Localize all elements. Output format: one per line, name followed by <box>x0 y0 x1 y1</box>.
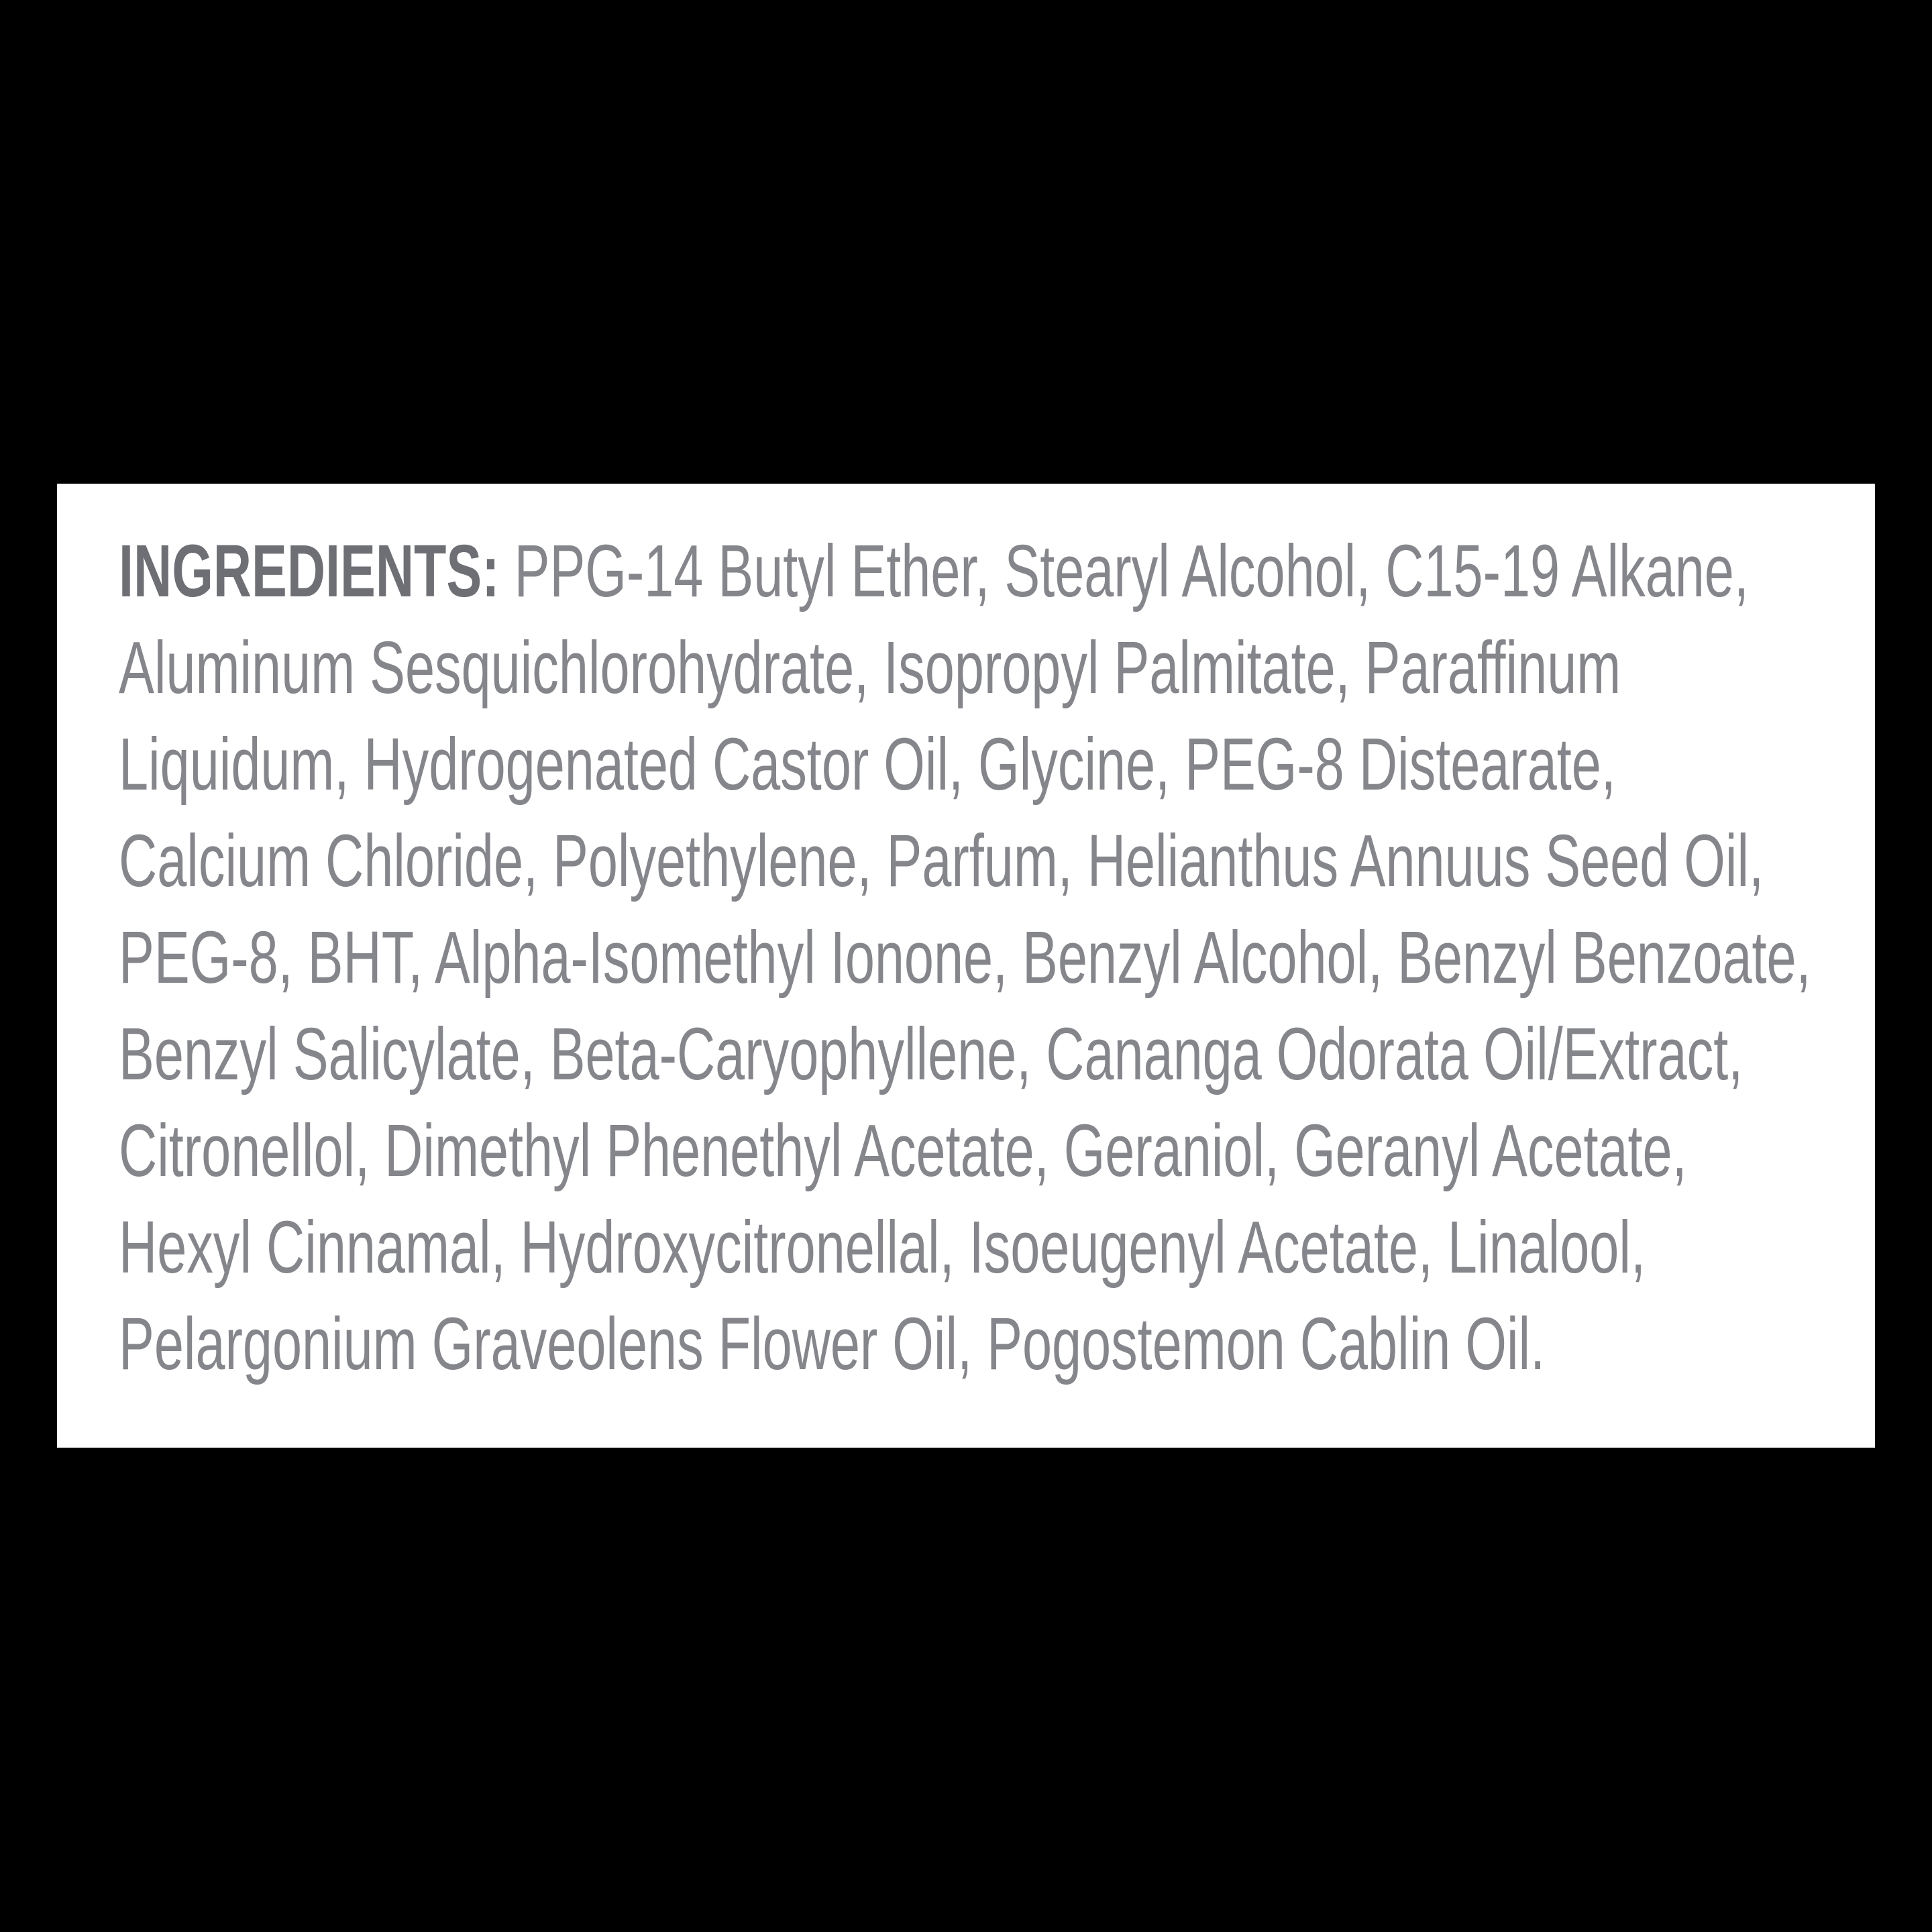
ingredients-line-4: Calcium Chloride, Polyethylene, Parfum, Helianthus Annuus Seed Oil, <box>119 820 1764 902</box>
ingredients-panel <box>57 484 1875 1448</box>
ingredients-line-7: Citronellol, Dimethyl Phenethyl Acetate, Geraniol, Geranyl Acetate, <box>119 1110 1687 1192</box>
ingredients-line-9: Pelargonium Graveolens Flower Oil, Pogostemon Cablin Oil. <box>119 1303 1546 1385</box>
ingredients-heading: INGREDIENTS: <box>119 530 500 612</box>
ingredients-line-6: Benzyl Salicylate, Beta-Caryophyllene, Cananga Odorata Oil/Extract, <box>119 1013 1743 1095</box>
ingredients-text-block <box>119 523 1838 1393</box>
ingredients-line-1-spacer <box>500 530 515 612</box>
ingredients-line-3: Liquidum, Hydrogenated Castor Oil, Glycine, PEG-8 Distearate, <box>119 723 1616 806</box>
ingredients-line-2: Aluminum Sesquichlorohydrate, Isopropyl Palmitate, Paraffinum <box>119 627 1621 709</box>
ingredients-line-1 <box>119 523 1838 620</box>
ingredients-line-1-text: PPG-14 Butyl Ether, Stearyl Alcohol, C15-19 Alkane, <box>514 530 1749 612</box>
ingredients-line-5: PEG-8, BHT, Alpha-Isomethyl Ionone, Benzyl Alcohol, Benzyl Benzoate, <box>119 916 1811 999</box>
ingredients-line-8: Hexyl Cinnamal, Hydroxycitronellal, Isoeugenyl Acetate, Linalool, <box>119 1206 1646 1289</box>
